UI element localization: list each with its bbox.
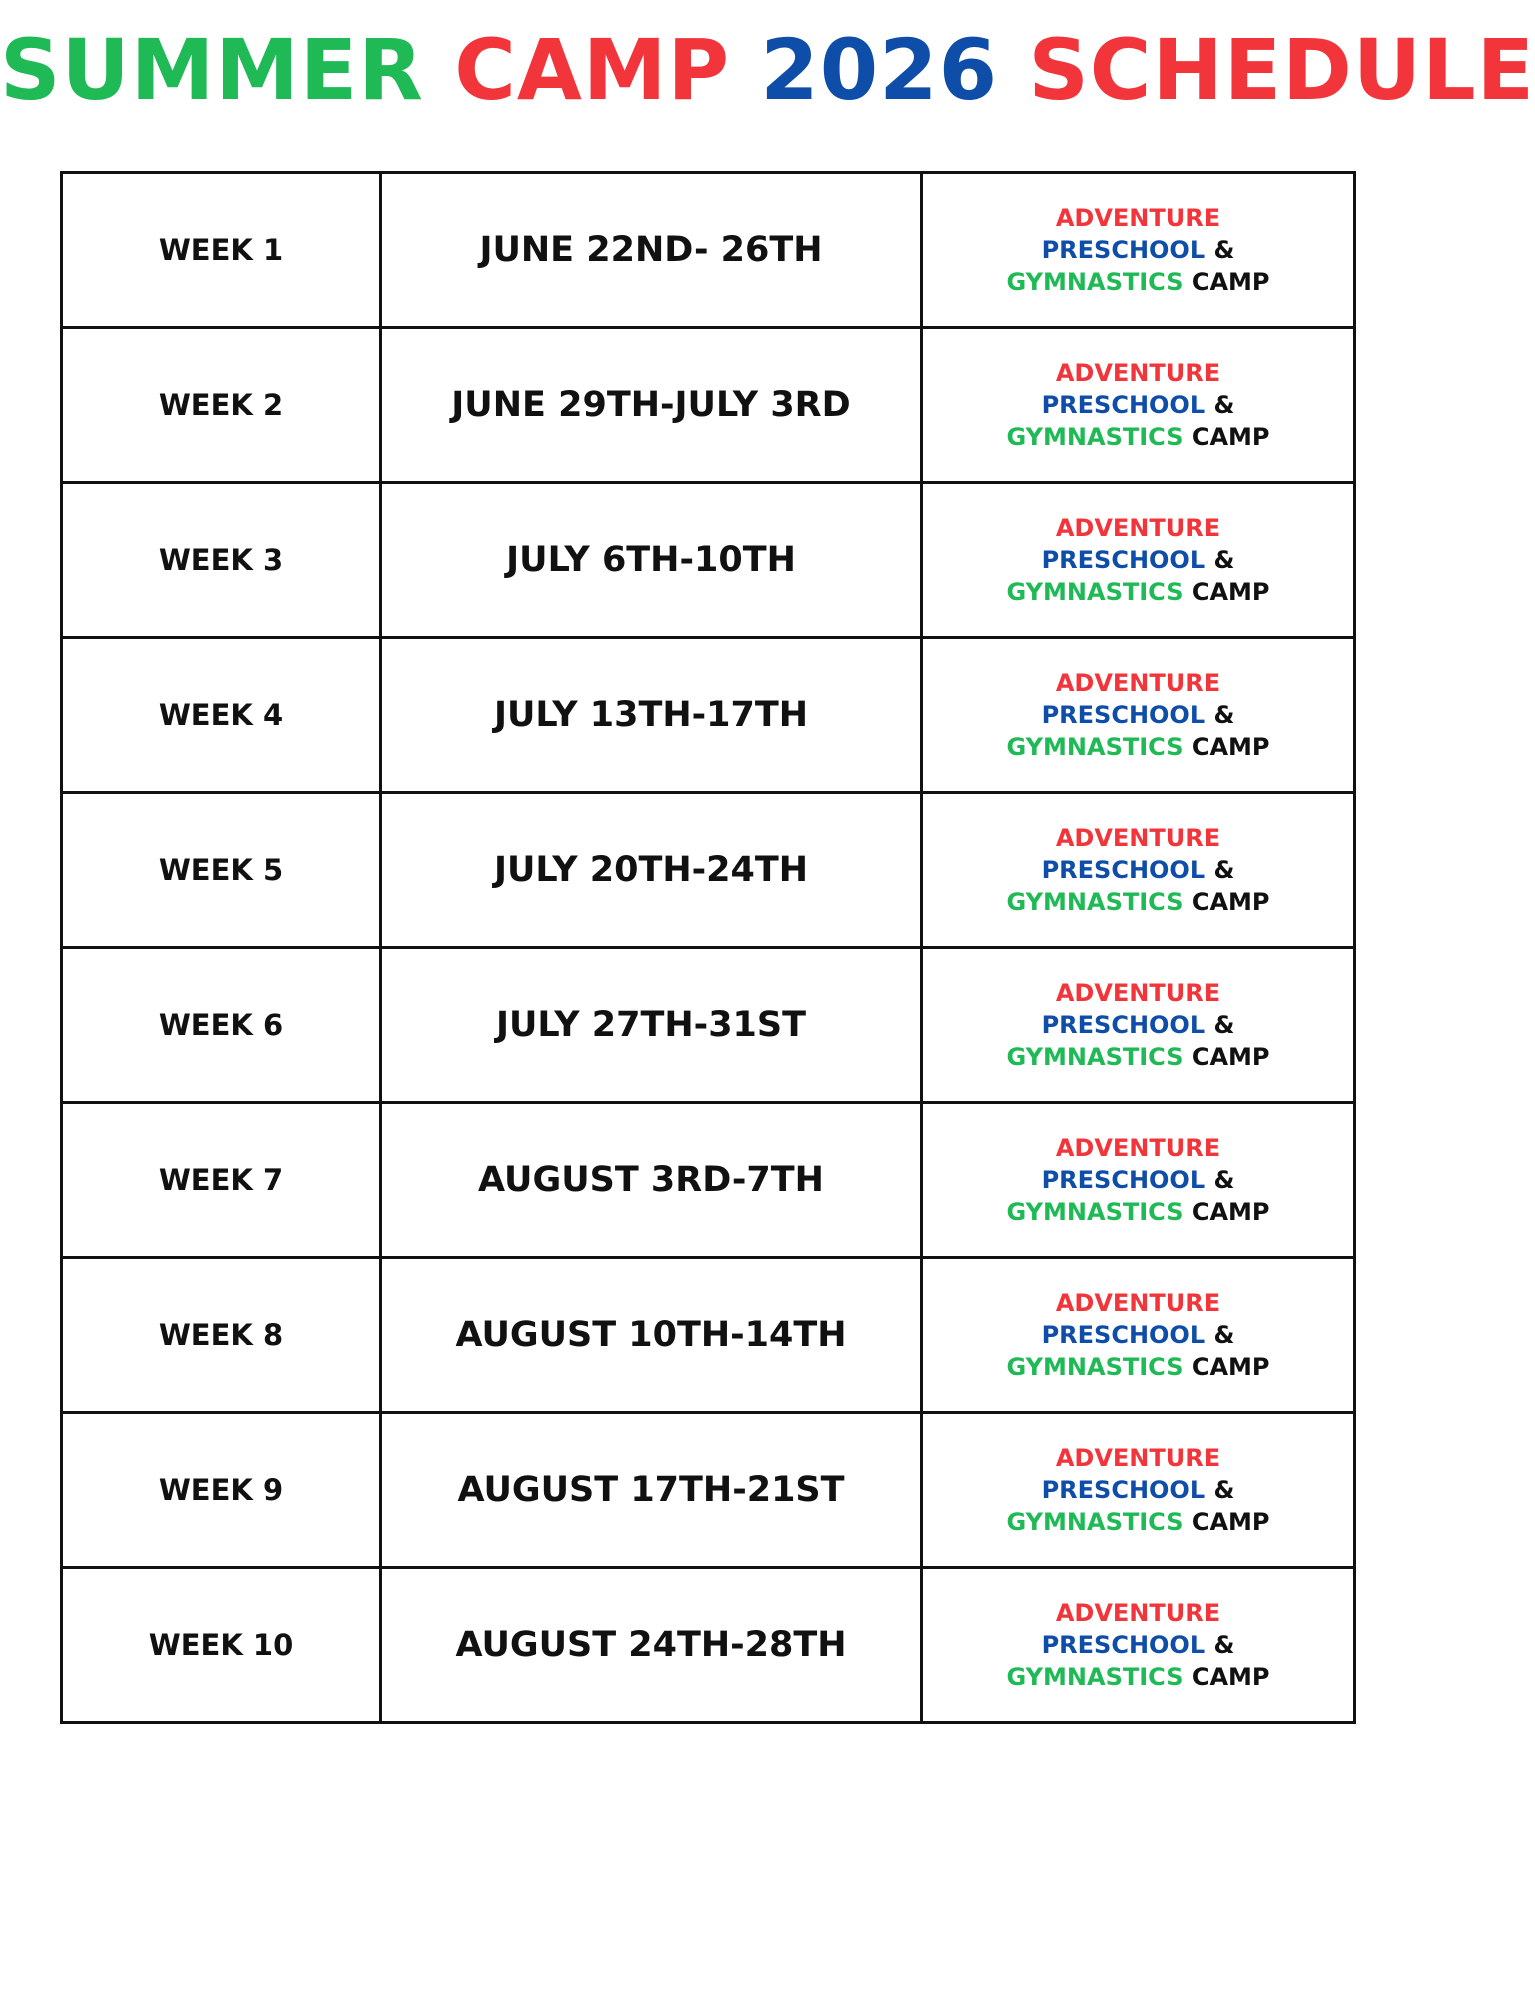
program-line-1 [923,977,1353,1009]
program-camp: CAMP [1191,1043,1270,1071]
program-line-1 [923,357,1353,389]
program-camp: CAMP [1191,1663,1270,1691]
week-cell: WEEK 9 [62,1413,381,1568]
week-cell: WEEK 10 [62,1568,381,1723]
program-line-3 [923,266,1353,298]
program-line-2 [923,389,1353,421]
week-cell: WEEK 6 [62,948,381,1103]
program-line-2 [923,699,1353,731]
program-cell [922,1103,1355,1258]
program-gymnastics: GYMNASTICS [1006,1353,1184,1381]
program-adventure: ADVENTURE [1055,204,1221,232]
program-adventure: ADVENTURE [1055,1289,1221,1317]
program-line-3 [923,1041,1353,1073]
program-adventure: ADVENTURE [1055,514,1221,542]
program-adventure: ADVENTURE [1055,359,1221,387]
program-ampersand: & [1213,856,1235,884]
program-line-2 [923,1009,1353,1041]
program-preschool: PRESCHOOL [1041,1321,1206,1349]
program-gymnastics: GYMNASTICS [1006,1198,1184,1226]
program-line-3 [923,576,1353,608]
schedule-table [60,171,1356,1724]
program-camp: CAMP [1191,268,1270,296]
table-row [62,793,1355,948]
dates-cell: JUNE 22ND- 26TH [381,173,922,328]
program-gymnastics: GYMNASTICS [1006,733,1184,761]
program-camp: CAMP [1191,1353,1270,1381]
program-line-1 [923,512,1353,544]
program-ampersand: & [1213,546,1235,574]
dates-cell: AUGUST 17TH-21ST [381,1413,922,1568]
week-cell: WEEK 2 [62,328,381,483]
dates-cell: JULY 13TH-17TH [381,638,922,793]
program-cell [922,483,1355,638]
program-line-3 [923,421,1353,453]
program-ampersand: & [1213,1476,1235,1504]
program-camp: CAMP [1191,1198,1270,1226]
program-adventure: ADVENTURE [1055,1599,1221,1627]
week-cell: WEEK 3 [62,483,381,638]
title-word-schedule: SCHEDULE [1028,21,1535,119]
program-line-1 [923,1442,1353,1474]
program-adventure: ADVENTURE [1055,824,1221,852]
program-cell [922,1258,1355,1413]
dates-cell: JULY 20TH-24TH [381,793,922,948]
program-cell [922,948,1355,1103]
program-cell [922,173,1355,328]
program-cell [922,328,1355,483]
program-adventure: ADVENTURE [1055,979,1221,1007]
program-line-2 [923,1319,1353,1351]
program-cell [922,1568,1355,1723]
page-title [0,20,1535,121]
program-preschool: PRESCHOOL [1041,701,1206,729]
program-ampersand: & [1213,1321,1235,1349]
program-adventure: ADVENTURE [1055,1444,1221,1472]
program-line-1 [923,667,1353,699]
program-camp: CAMP [1191,1508,1270,1536]
table-row [62,328,1355,483]
program-line-3 [923,1196,1353,1228]
program-line-3 [923,731,1353,763]
program-line-2 [923,1629,1353,1661]
program-line-1 [923,822,1353,854]
program-gymnastics: GYMNASTICS [1006,268,1184,296]
program-line-3 [923,886,1353,918]
program-preschool: PRESCHOOL [1041,236,1206,264]
program-line-1 [923,1287,1353,1319]
dates-cell: AUGUST 10TH-14TH [381,1258,922,1413]
dates-cell: JULY 6TH-10TH [381,483,922,638]
program-adventure: ADVENTURE [1055,1134,1221,1162]
schedule-body [62,173,1355,1723]
program-line-2 [923,854,1353,886]
program-adventure: ADVENTURE [1055,669,1221,697]
dates-cell: JULY 27TH-31ST [381,948,922,1103]
program-ampersand: & [1213,1011,1235,1039]
program-line-3 [923,1351,1353,1383]
program-preschool: PRESCHOOL [1041,1011,1206,1039]
week-cell: WEEK 1 [62,173,381,328]
program-gymnastics: GYMNASTICS [1006,888,1184,916]
program-line-1 [923,1132,1353,1164]
dates-cell: AUGUST 3RD-7TH [381,1103,922,1258]
program-line-2 [923,1164,1353,1196]
week-cell: WEEK 4 [62,638,381,793]
program-gymnastics: GYMNASTICS [1006,1663,1184,1691]
program-line-3 [923,1661,1353,1693]
title-word-year: 2026 [760,21,999,119]
table-row [62,638,1355,793]
table-row [62,1568,1355,1723]
program-gymnastics: GYMNASTICS [1006,1508,1184,1536]
program-cell [922,793,1355,948]
table-row [62,483,1355,638]
table-row [62,1103,1355,1258]
program-line-1 [923,202,1353,234]
program-gymnastics: GYMNASTICS [1006,1043,1184,1071]
program-line-2 [923,1474,1353,1506]
program-ampersand: & [1213,391,1235,419]
program-ampersand: & [1213,701,1235,729]
program-preschool: PRESCHOOL [1041,1166,1206,1194]
program-gymnastics: GYMNASTICS [1006,423,1184,451]
dates-cell: JUNE 29TH-JULY 3RD [381,328,922,483]
program-ampersand: & [1213,1631,1235,1659]
program-line-2 [923,234,1353,266]
program-preschool: PRESCHOOL [1041,546,1206,574]
title-word-camp: CAMP [454,21,731,119]
program-cell [922,1413,1355,1568]
program-camp: CAMP [1191,888,1270,916]
program-line-3 [923,1506,1353,1538]
program-camp: CAMP [1191,733,1270,761]
table-row [62,1258,1355,1413]
program-preschool: PRESCHOOL [1041,1631,1206,1659]
program-line-2 [923,544,1353,576]
program-camp: CAMP [1191,423,1270,451]
program-camp: CAMP [1191,578,1270,606]
table-row [62,1413,1355,1568]
program-preschool: PRESCHOOL [1041,391,1206,419]
table-row [62,173,1355,328]
program-ampersand: & [1213,1166,1235,1194]
week-cell: WEEK 8 [62,1258,381,1413]
program-cell [922,638,1355,793]
week-cell: WEEK 5 [62,793,381,948]
program-gymnastics: GYMNASTICS [1006,578,1184,606]
dates-cell: AUGUST 24TH-28TH [381,1568,922,1723]
program-ampersand: & [1213,236,1235,264]
program-preschool: PRESCHOOL [1041,856,1206,884]
title-word-summer: SUMMER [0,21,424,119]
week-cell: WEEK 7 [62,1103,381,1258]
table-row [62,948,1355,1103]
program-preschool: PRESCHOOL [1041,1476,1206,1504]
program-line-1 [923,1597,1353,1629]
